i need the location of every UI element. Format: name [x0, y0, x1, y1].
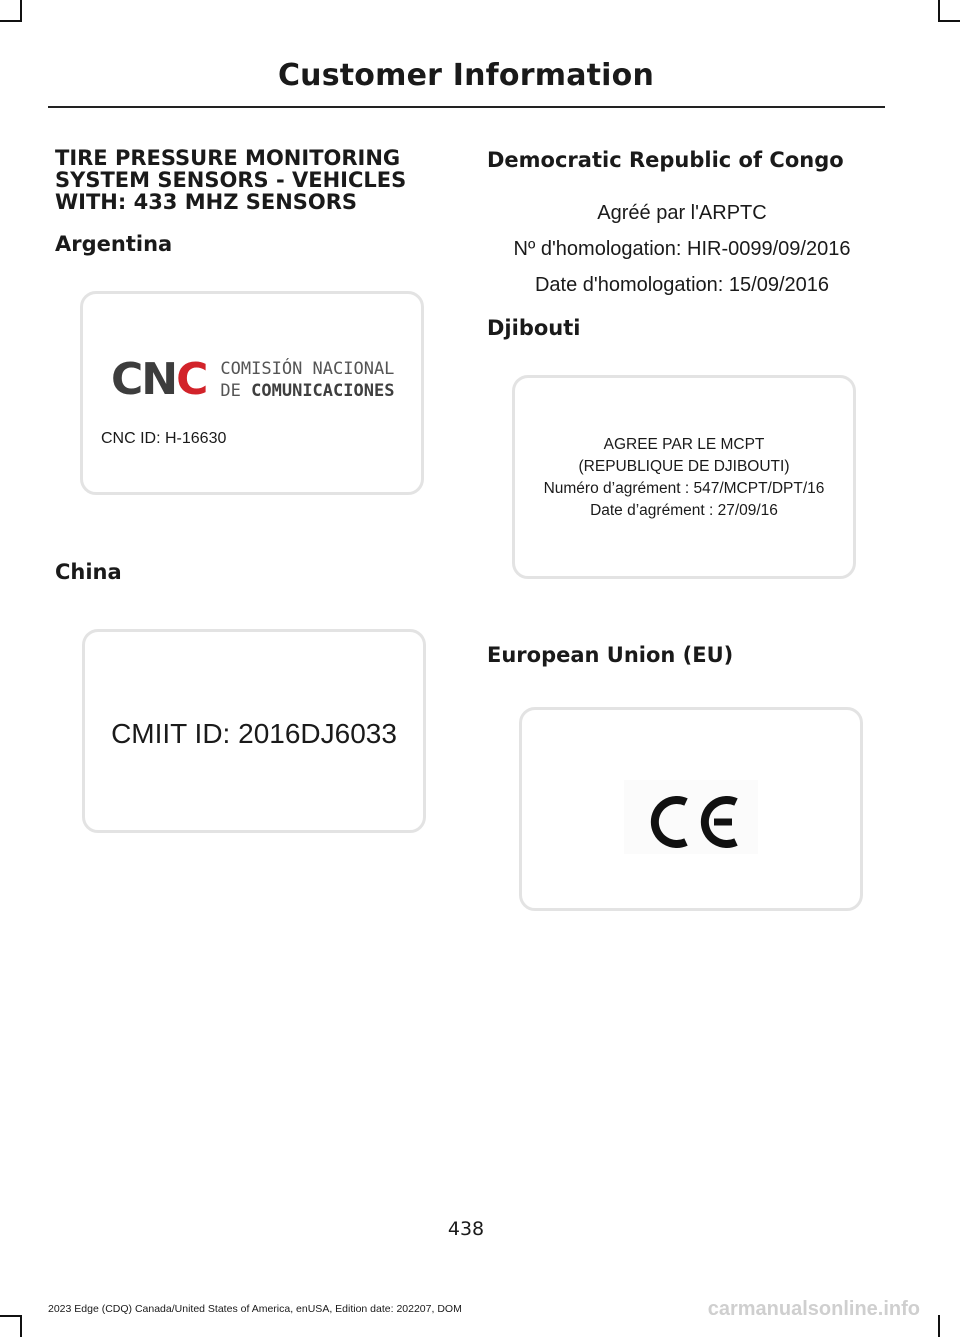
heading-argentina: Argentina	[55, 232, 173, 256]
cnc-mark-c2: C	[176, 354, 207, 405]
cnc-id: CNC ID: H-16630	[101, 430, 227, 447]
congo-line-2: Nº d'homologation: HIR-0099/09/2016	[513, 238, 851, 260]
djibouti-approval-text	[515, 434, 853, 522]
crop-mark	[938, 0, 940, 22]
cnc-logo-line1: COMISIÓN NACIONAL	[220, 358, 395, 379]
ce-mark-icon	[624, 780, 758, 854]
djibouti-line-3: Numéro d’agrément : 547/MCPT/DPT/16	[543, 480, 825, 497]
congo-line-3: Date d'homologation: 15/09/2016	[534, 274, 830, 296]
eu-label-card	[519, 707, 863, 911]
cnc-mark-n: N	[141, 354, 177, 405]
heading-congo: Democratic Republic of Congo	[487, 148, 844, 172]
page-number: 438	[447, 1218, 485, 1240]
heading-djibouti: Djibouti	[487, 316, 581, 340]
cnc-logo-line2b: COMUNICACIONES	[251, 380, 395, 401]
crop-mark	[0, 20, 22, 22]
footer-edition-info: 2023 Edge (CDQ) Canada/United States of America, enUSA, Edition date: 202207, DOM	[48, 1303, 462, 1315]
cnc-logo	[111, 354, 394, 405]
crop-mark	[938, 20, 960, 22]
watermark: carmanualsonline.info	[707, 1298, 920, 1320]
crop-mark	[20, 0, 22, 22]
crop-mark	[20, 1315, 22, 1337]
heading-eu: European Union (EU)	[487, 643, 734, 667]
section-title: TIRE PRESSURE MONITORING SYSTEM SENSORS - VEHICLES WITH: 433 MHZ SENSORS	[55, 146, 407, 214]
djibouti-line-2: (REPUBLIQUE DE DJIBOUTI)	[578, 458, 790, 475]
cnc-logo-line2	[220, 380, 394, 402]
heading-china: China	[55, 560, 122, 584]
cnc-logo-mark	[111, 354, 206, 405]
page-title: Customer Information	[277, 58, 655, 93]
crop-mark	[938, 1315, 940, 1337]
djibouti-line-4: Date d’agrément : 27/09/16	[590, 502, 778, 519]
djibouti-label-card	[512, 375, 856, 579]
cnc-logo-line2a: DE	[220, 380, 252, 401]
china-label-card	[82, 629, 426, 833]
congo-line-1: Agréé par l'ARPTC	[597, 202, 767, 224]
argentina-label-card	[80, 291, 424, 495]
cnc-logo-text	[220, 358, 394, 402]
cmiit-id: CMIIT ID: 2016DJ6033	[111, 718, 397, 749]
cnc-mark-c1: C	[111, 354, 142, 405]
header-divider	[48, 106, 885, 108]
congo-approval-text	[487, 195, 877, 303]
crop-mark	[0, 1315, 22, 1317]
djibouti-line-1: AGREE PAR LE MCPT	[603, 436, 765, 453]
